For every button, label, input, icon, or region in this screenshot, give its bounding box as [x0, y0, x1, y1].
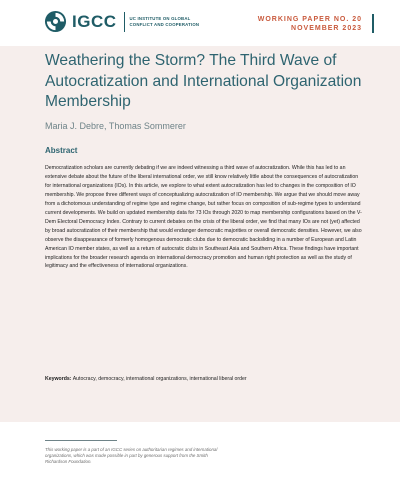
logo-wordmark: IGCC [72, 11, 117, 31]
keywords [45, 376, 365, 382]
paper-meta [258, 15, 362, 33]
keywords-list: Autocracy, democracy, international organizations, international liberal order [72, 376, 247, 382]
footnote-divider [45, 440, 117, 441]
page-header [0, 0, 400, 46]
working-paper-number: WORKING PAPER NO. 20 [257, 16, 362, 23]
meta-accent-bar [372, 14, 374, 33]
paper-title: Weathering the Storm? The Third Wave of Autocratization and International Organization Membership [45, 52, 362, 110]
igcc-logo [44, 10, 200, 33]
abstract-heading: Abstract [45, 146, 78, 155]
series-footnote: This working paper is a part of an IGCC series on authoritarian regimes and international organizations, which was made possible in part by generous support from the Smith Richardson Foundation. [45, 447, 218, 465]
abstract-text: Democratization scholars are currently debating if we are indeed witnessing a third wave of autocratization. While this has led to an extensive debate about the future of the liberal international order, we still know relatively little about the consequences of autocratization for international organizations (IOs). In this article, we explore to what extent autocratization has led to changes in the composition of IO membership. We propose three different ways of conceptualizing autocratization of IO membership. We argue that we should move away from a dichotomous understanding of regime type and regime change, but rather focus on composition of sub-regime types to understand current developments. We build on updated membership data for 73 IOs through 2020 to map membership configurations based on the V-Dem Electoral Democracy Index. Contrary to current debates on the crisis of the liberal order, we find that many IOs are not (yet) affected by broad autocratization of their membership that would endanger democratic majorities or overall democratic densities. However, we also observe the disappearance of formerly homogenous democratic clubs due to democratic backsliding in a number of European and Latin American IO member states, as well as a return of autocratic clubs in Southeast Asia and Southern Africa. These findings have important implications for the broader research agenda on international democracy promotion and human right protection as well as the study of legitimacy and the effectiveness of international organizations. [45, 165, 362, 270]
publication-date: NOVEMBER 2023 [291, 25, 362, 32]
paper-authors: Maria J. Debre, Thomas Sommerer [45, 121, 186, 131]
logo-divider [124, 12, 125, 32]
logo-tagline: UC INSTITUTE ON GLOBAL CONFLICT AND COOPERATION [129, 16, 200, 27]
globe-logo-icon [44, 10, 67, 33]
keywords-label: Keywords: [45, 376, 72, 382]
